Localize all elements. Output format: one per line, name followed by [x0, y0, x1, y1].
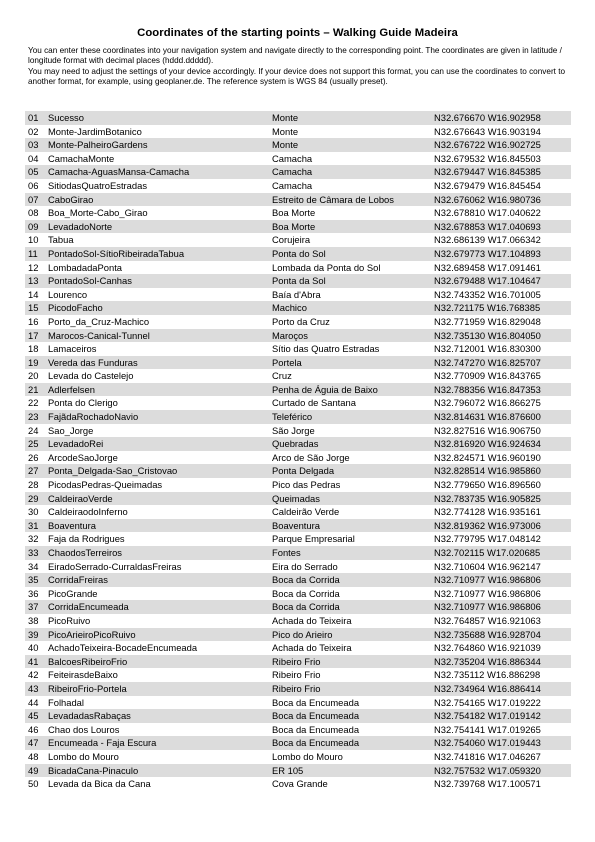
coordinates: N32.757532 W17.059320	[434, 764, 541, 776]
table-row	[25, 396, 571, 410]
start-place: Boca da Corrida	[272, 574, 340, 586]
coordinates: N32.721175 W16.768385	[434, 302, 541, 314]
table-row	[25, 682, 571, 696]
table-row	[25, 165, 571, 179]
start-place: Ribeiro Frio	[272, 682, 321, 694]
route-name: FeiteirasdeBaixo	[48, 669, 118, 681]
route-name: Chao dos Louros	[48, 723, 120, 735]
start-place: Pico das Pedras	[272, 479, 341, 491]
row-number: 16	[28, 315, 39, 327]
row-number: 49	[28, 764, 39, 776]
coordinates: N32.754182 W17.019142	[434, 710, 541, 722]
route-name: Sucesso	[48, 112, 84, 123]
row-number: 38	[28, 614, 39, 626]
table-row	[25, 193, 571, 207]
route-name: PicoArieiroPicoRuivo	[48, 628, 136, 640]
route-name: BicadaCana-Pinaculo	[48, 764, 139, 776]
table-row	[25, 668, 571, 682]
start-place: Ponta Delgada	[272, 465, 335, 477]
table-row	[25, 138, 571, 152]
route-name: Lombo do Mouro	[48, 750, 119, 762]
table-row	[25, 655, 571, 669]
start-place: Camacha	[272, 152, 313, 164]
table-row	[25, 342, 571, 356]
start-place: Maroços	[272, 329, 308, 341]
table-row	[25, 777, 571, 791]
table-row	[25, 546, 571, 560]
table-row	[25, 288, 571, 302]
coordinates: N32.754060 W17.019443	[434, 737, 541, 749]
start-place: Caldeirão Verde	[272, 506, 340, 518]
table-row	[25, 532, 571, 546]
coordinates: N32.735688 W16.928704	[434, 628, 541, 640]
coordinates: N32.774128 W16.935161	[434, 506, 541, 518]
coordinates: N32.735112 W16.886298	[434, 669, 541, 681]
coordinates: N32.816920 W16.924634	[434, 438, 541, 450]
table-row	[25, 329, 571, 343]
start-place: Curtado de Santana	[272, 397, 356, 409]
row-number: 35	[28, 574, 39, 586]
row-number: 28	[28, 479, 39, 491]
coordinates: N32.734964 W16.886414	[434, 682, 541, 694]
start-place: Camacha	[272, 166, 313, 178]
row-number: 43	[28, 682, 39, 694]
coordinates: N32.710977 W16.986806	[434, 601, 541, 613]
table-row	[25, 600, 571, 614]
coordinates: N32.702115 W17.020685	[434, 547, 541, 558]
route-name: Monte-JardimBotanico	[48, 125, 142, 137]
row-number: 25	[28, 438, 39, 450]
coordinates: N32.679532 W16.845503	[434, 152, 541, 164]
table-row	[25, 233, 571, 247]
coordinates: N32.743352 W16.701005	[434, 288, 541, 300]
coordinates: N32.788356 W16.847353	[434, 383, 541, 395]
table-row	[25, 410, 571, 424]
start-place: Teleférico	[272, 411, 313, 423]
table-row	[25, 505, 571, 519]
route-name: Lamaceiros	[48, 343, 97, 355]
start-place: Monte	[272, 125, 299, 137]
start-place: Boca da Encumeada	[272, 710, 360, 722]
route-name: Ponta do Clerigo	[48, 397, 118, 409]
coordinates: N32.676062 W16.980736	[434, 193, 541, 205]
row-number: 40	[28, 642, 39, 654]
coordinates: N32.686139 W17.066342	[434, 234, 541, 246]
route-name: CorridaEncumeada	[48, 601, 129, 613]
start-place: Boa Morte	[272, 207, 316, 219]
route-name: Faja da Rodrigues	[48, 533, 125, 545]
route-name: Porto_da_Cruz-Machico	[48, 315, 150, 327]
coordinates: N32.679479 W16.845454	[434, 179, 541, 191]
coordinates: N32.735204 W16.886344	[434, 655, 541, 667]
coordinates: N32.771959 W16.829048	[434, 315, 541, 327]
row-number: 17	[28, 329, 39, 341]
row-number: 36	[28, 587, 39, 599]
row-number: 10	[28, 234, 39, 246]
route-name: Monte-PalheiroGardens	[48, 139, 148, 151]
row-number: 23	[28, 411, 39, 423]
row-number: 19	[28, 356, 39, 368]
route-name: PicoGrande	[48, 587, 98, 599]
coordinates: N32.678853 W17.040693	[434, 220, 541, 232]
start-place: Achada do Teixeira	[272, 614, 352, 626]
route-name: CaldeiraodoInferno	[48, 506, 128, 518]
table-row	[25, 696, 571, 710]
route-name: Levada do Castelejo	[48, 370, 134, 382]
start-place: Machico	[272, 302, 307, 314]
row-number: 45	[28, 710, 39, 722]
row-number: 09	[28, 220, 39, 232]
route-name: PontadoSol-SítioRibeiradaTabua	[48, 247, 185, 259]
start-place: Porto da Cruz	[272, 315, 330, 327]
row-number: 50	[28, 778, 39, 790]
row-number: 27	[28, 465, 39, 477]
start-place: Cova Grande	[272, 778, 328, 790]
row-number: 04	[28, 152, 39, 164]
route-name: Ponta_Delgada-Sao_Cristovao	[48, 465, 178, 477]
table-row	[25, 247, 571, 261]
row-number: 24	[28, 424, 39, 436]
table-row	[25, 125, 571, 139]
route-name: LevadadasRabaças	[48, 710, 131, 722]
route-name: LevadadoRei	[48, 438, 104, 450]
table-row	[25, 478, 571, 492]
row-number: 34	[28, 560, 39, 572]
table-row	[25, 614, 571, 628]
row-number: 15	[28, 302, 39, 314]
route-name: Lourenco	[48, 288, 88, 300]
coordinates: N32.828514 W16.985860	[434, 465, 541, 477]
coordinates: N32.735130 W16.804050	[434, 329, 541, 341]
coordinates: N32.819362 W16.973006	[434, 519, 541, 531]
start-place: Quebradas	[272, 438, 319, 450]
coordinates: N32.676643 W16.903194	[434, 125, 541, 137]
row-number: 21	[28, 383, 39, 395]
coordinates: N32.710977 W16.986806	[434, 574, 541, 586]
route-name: SitiodasQuatroEstradas	[48, 179, 148, 191]
start-place: Lombo do Mouro	[272, 750, 343, 762]
route-name: LevadadoNorte	[48, 220, 113, 232]
coordinates: N32.824571 W16.960190	[434, 451, 541, 463]
route-name: PontadoSol-Canhas	[48, 275, 132, 287]
route-name: CaboGirao	[48, 193, 94, 205]
route-name: ArcodeSaoJorge	[48, 451, 118, 463]
coordinates: N32.710977 W16.986806	[434, 587, 541, 599]
table-row	[25, 519, 571, 533]
route-name: Levada da Bica da Cana	[48, 778, 151, 790]
table-row	[25, 723, 571, 737]
coordinates: N32.679488 W17.104647	[434, 275, 541, 287]
route-name: Adlerfelsen	[48, 383, 95, 395]
start-place: Boa Morte	[272, 220, 316, 232]
route-name: LombadadaPonta	[48, 261, 123, 273]
row-number: 14	[28, 288, 39, 300]
row-number: 37	[28, 601, 39, 613]
route-name: Tabua	[48, 234, 74, 246]
intro-paragraph: You may need to adjust the settings of your device accordingly. If your device does not support this format, you can use the coordinates to convert to another format, for example, using geoplaner.de. The reference system is WGS 84 (usually preset).	[28, 66, 566, 86]
start-place: Boca da Encumeada	[272, 723, 360, 735]
row-number: 30	[28, 506, 39, 518]
start-place: Monte	[272, 112, 299, 123]
route-name: CamachaMonte	[48, 152, 115, 164]
route-name: AchadoTeixeira-BocadeEncumeada	[48, 642, 198, 654]
row-number: 20	[28, 370, 39, 382]
start-place: Ponta do Sol	[272, 247, 326, 259]
table-row	[25, 587, 571, 601]
table-row	[25, 437, 571, 451]
table-row	[25, 274, 571, 288]
start-place: Portela	[272, 356, 302, 368]
route-name: ChaodosTerreiros	[48, 547, 122, 558]
start-place: Boca da Corrida	[272, 587, 340, 599]
coordinates: N32.678810 W17.040622	[434, 207, 541, 219]
row-number: 33	[28, 547, 39, 558]
start-place: Penha de Águia de Baixo	[272, 383, 378, 395]
route-name: EiradoSerrado-CurraldasFreiras	[48, 560, 182, 572]
row-number: 07	[28, 193, 39, 205]
coordinates: N32.754165 W17.019222	[434, 696, 541, 708]
coordinates: N32.747270 W16.825707	[434, 356, 541, 368]
table-row	[25, 764, 571, 778]
row-number: 29	[28, 492, 39, 504]
row-number: 42	[28, 669, 39, 681]
start-place: Sítio das Quatro Estradas	[272, 343, 380, 355]
row-number: 05	[28, 166, 39, 178]
row-number: 32	[28, 533, 39, 545]
intro-text	[28, 46, 570, 87]
row-number: 01	[28, 112, 39, 123]
table-row	[25, 464, 571, 478]
coordinates: N32.712001 W16.830300	[434, 343, 541, 355]
table-row	[25, 315, 571, 329]
start-place: Monte	[272, 139, 299, 151]
table-row	[25, 301, 571, 315]
table-row	[25, 261, 571, 275]
table-row	[25, 628, 571, 642]
route-name: Boaventura	[48, 519, 96, 531]
row-number: 11	[28, 247, 38, 259]
coordinates-table	[25, 111, 571, 791]
table-row	[25, 206, 571, 220]
coordinates: N32.741816 W17.046267	[434, 750, 541, 762]
start-place: Boca da Encumeada	[272, 696, 360, 708]
route-name: Marocos-Canical-Tunnel	[48, 329, 150, 341]
coordinates: N32.679447 W16.845385	[434, 166, 541, 178]
route-name: RibeiroFrio-Portela	[48, 682, 127, 694]
coordinates: N32.710604 W16.962147	[434, 560, 541, 572]
table-row	[25, 179, 571, 193]
start-place: Baía d'Abra	[272, 288, 321, 300]
table-row	[25, 750, 571, 764]
table-row	[25, 492, 571, 506]
start-place: Boca da Corrida	[272, 601, 340, 613]
row-number: 03	[28, 139, 39, 151]
table-row	[25, 736, 571, 750]
row-number: 31	[28, 519, 39, 531]
start-place: Arco de São Jorge	[272, 451, 350, 463]
start-place: Ribeiro Frio	[272, 669, 321, 681]
row-number: 06	[28, 179, 39, 191]
row-number: 13	[28, 275, 39, 287]
coordinates: N32.827516 W16.906750	[434, 424, 541, 436]
route-name: Sao_Jorge	[48, 424, 94, 436]
row-number: 47	[28, 737, 39, 749]
start-place: Estreito de Câmara de Lobos	[272, 193, 394, 205]
start-place: Camacha	[272, 179, 313, 191]
table-row	[25, 111, 571, 125]
route-name: CaldeiraoVerde	[48, 492, 113, 504]
row-number: 46	[28, 723, 39, 735]
row-number: 18	[28, 343, 39, 355]
start-place: Achada do Teixeira	[272, 642, 352, 654]
coordinates: N32.796072 W16.866275	[434, 397, 541, 409]
start-place: Boca da Encumeada	[272, 737, 360, 749]
coordinates: N32.814631 W16.876600	[434, 411, 541, 423]
coordinates: N32.764860 W16.921039	[434, 642, 541, 654]
coordinates: N32.689458 W17.091461	[434, 261, 541, 273]
table-row	[25, 383, 571, 397]
route-name: Vereda das Funduras	[48, 356, 138, 368]
table-row	[25, 451, 571, 465]
route-name: Encumeada - Faja Escura	[48, 737, 157, 749]
coordinates: N32.676670 W16.902958	[434, 112, 541, 123]
coordinates: N32.676722 W16.902725	[434, 139, 541, 151]
table-row	[25, 573, 571, 587]
row-number: 22	[28, 397, 39, 409]
row-number: 44	[28, 696, 39, 708]
coordinates: N32.783735 W16.905825	[434, 492, 541, 504]
row-number: 41	[28, 655, 39, 667]
row-number: 26	[28, 451, 39, 463]
route-name: PicodoFacho	[48, 302, 103, 314]
route-name: Boa_Morte-Cabo_Girao	[48, 207, 148, 219]
route-name: PicodasPedras-Queimadas	[48, 479, 163, 491]
route-name: Folhadal	[48, 696, 84, 708]
start-place: Ponta da Sol	[272, 275, 326, 287]
row-number: 02	[28, 125, 39, 137]
start-place: Boaventura	[272, 519, 320, 531]
start-place: São Jorge	[272, 424, 315, 436]
coordinates: N32.764857 W16.921063	[434, 614, 541, 626]
start-place: Parque Empresarial	[272, 533, 355, 545]
table-row	[25, 560, 571, 574]
start-place: Lombada da Ponta do Sol	[272, 261, 381, 273]
coordinates: N32.739768 W17.100571	[434, 778, 541, 790]
start-place: Fontes	[272, 547, 301, 558]
start-place: Corujeira	[272, 234, 311, 246]
coordinates: N32.679773 W17.104893	[434, 247, 541, 259]
intro-paragraph: You can enter these coordinates into your navigation system and navigate directly to the corresponding point. The coordinates are given in latitude / longitude format with decimal places (hddd.ddddd).	[28, 46, 562, 66]
table-row	[25, 641, 571, 655]
start-place: Ribeiro Frio	[272, 655, 321, 667]
table-row	[25, 220, 571, 234]
route-name: BalcoesRibeiroFrio	[48, 655, 128, 667]
route-name: FajãdaRochadoNavio	[48, 411, 139, 423]
route-name: CorridaFreiras	[48, 574, 108, 586]
start-place: ER 105	[272, 764, 304, 776]
table-row	[25, 709, 571, 723]
row-number: 39	[28, 628, 39, 640]
table-row	[25, 369, 571, 383]
page-title: Coordinates of the starting points – Walking Guide Madeira	[137, 27, 458, 39]
coordinates: N32.754141 W17.019265	[434, 723, 541, 735]
start-place: Pico do Arieiro	[272, 628, 333, 640]
row-number: 48	[28, 750, 39, 762]
start-place: Eira do Serrado	[272, 560, 338, 572]
row-number: 08	[28, 207, 39, 219]
row-number: 12	[28, 261, 39, 273]
table-row	[25, 152, 571, 166]
route-name: PicoRuivo	[48, 614, 91, 626]
coordinates: N32.770909 W16.843765	[434, 370, 541, 382]
table-row	[25, 356, 571, 370]
coordinates: N32.779650 W16.896560	[434, 479, 541, 491]
table-row	[25, 424, 571, 438]
start-place: Cruz	[272, 370, 292, 382]
start-place: Queimadas	[272, 492, 320, 504]
coordinates: N32.779795 W17.048142	[434, 533, 541, 545]
route-name: Camacha-AguasMansa-Camacha	[48, 166, 190, 178]
